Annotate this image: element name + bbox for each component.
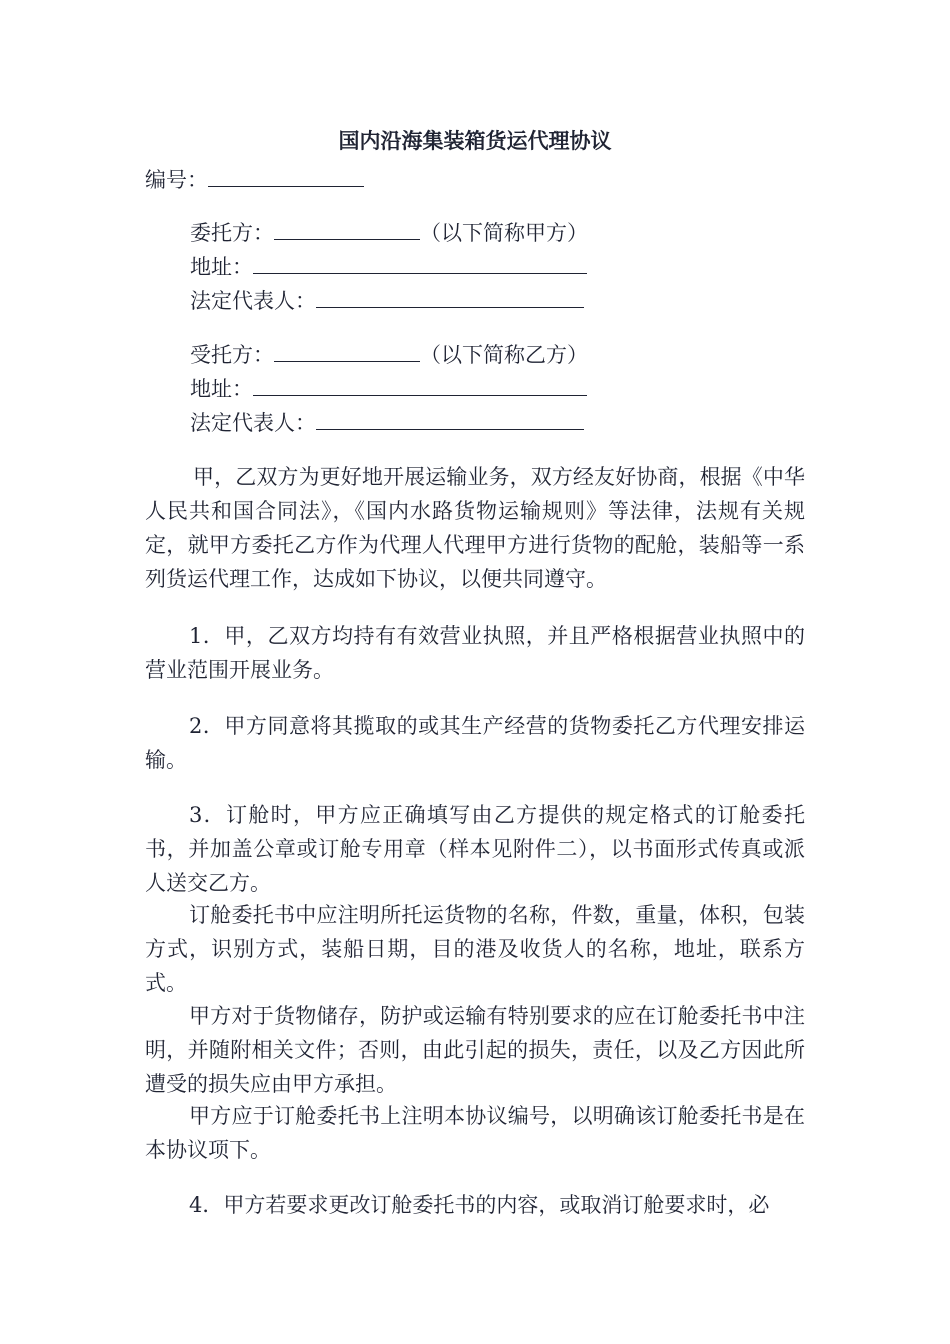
clause-3-booking-details: 订舱委托书中应注明所托运货物的名称，件数，重量，体积，包装方式，识别方式，装船日期，目的港及收货人的名称，地址，联系方式。 bbox=[145, 903, 805, 995]
clause-2-paragraph: 2．甲方同意将其揽取的或其生产经营的货物委托乙方代理安排运输。 bbox=[145, 714, 805, 772]
number-label: 编号： bbox=[145, 168, 208, 192]
party-b-rep-label: 法定代表人： bbox=[190, 411, 316, 435]
party-a-rep-label: 法定代表人： bbox=[190, 289, 316, 313]
party-a-role-line bbox=[190, 218, 588, 247]
party-a-address-line bbox=[190, 252, 587, 281]
party-a-name-blank bbox=[274, 218, 420, 240]
party-b-role-line bbox=[190, 340, 588, 369]
party-b-address-label: 地址： bbox=[190, 377, 253, 401]
party-b-address-line bbox=[190, 374, 587, 403]
party-a-rep-line bbox=[190, 286, 584, 315]
party-b-rep-line bbox=[190, 408, 584, 437]
clause-3-paragraph: 3．订舱时，甲方应正确填写由乙方提供的规定格式的订舱委托书，并加盖公章或订舱专用章（样本见附件二），以书面形式传真或派人送交乙方。 bbox=[145, 803, 805, 895]
party-b-address-blank bbox=[253, 374, 587, 396]
party-a-address-label: 地址： bbox=[190, 255, 253, 279]
party-b-rep-blank bbox=[316, 408, 584, 430]
party-b-name-blank bbox=[274, 340, 420, 362]
number-blank bbox=[208, 165, 364, 187]
party-a-role-label: 委托方： bbox=[190, 221, 274, 245]
document-title: 国内沿海集装箱货运代理协议 bbox=[338, 128, 612, 153]
clause-1-paragraph: 1．甲，乙双方均持有有效营业执照，并且严格根据营业执照中的营业范围开展业务。 bbox=[145, 624, 805, 682]
party-a-rep-blank bbox=[316, 286, 584, 308]
clause-3-agreement-number: 甲方应于订舱委托书上注明本协议编号，以明确该订舱委托书是在本协议项下。 bbox=[145, 1104, 805, 1162]
party-b-role-label: 受托方： bbox=[190, 343, 274, 367]
clause-4-paragraph: 4．甲方若要求更改订舱委托书的内容，或取消订舱要求时，必 bbox=[189, 1193, 770, 1217]
party-a-address-blank bbox=[253, 252, 587, 274]
preamble-paragraph: 甲，乙双方为更好地开展运输业务，双方经友好协商，根据《中华人民共和国合同法》，《国内水路货物运输规则》等法律，法规有关规定，就甲方委托乙方作为代理人代理甲方进行货物的配舱，装船等一系列货运代理工作，达成如下协议，以便共同遵守。 bbox=[145, 465, 805, 591]
clause-3-special-requirements: 甲方对于货物储存，防护或运输有特别要求的应在订舱委托书中注明，并随附相关文件；否则，由此引起的损失，责任，以及乙方因此所遭受的损失应由甲方承担。 bbox=[145, 1004, 805, 1096]
number-line bbox=[145, 165, 364, 194]
party-a-role-suffix: （以下简称甲方） bbox=[420, 221, 588, 245]
party-b-role-suffix: （以下简称乙方） bbox=[420, 343, 588, 367]
